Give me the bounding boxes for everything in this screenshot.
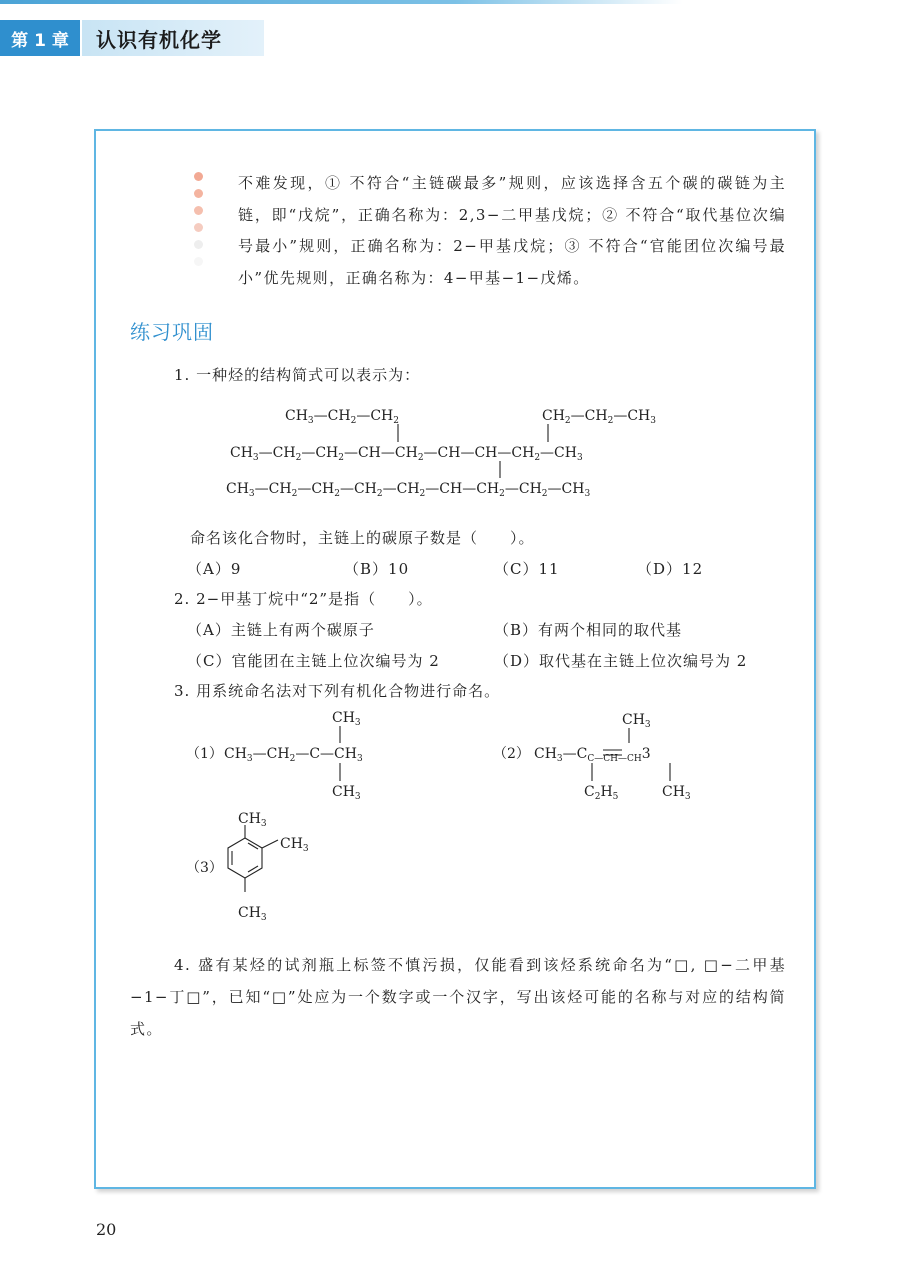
formula-row [332, 784, 361, 802]
formula-subscript: 3 [307, 416, 314, 426]
formula-row [584, 784, 619, 802]
formula-subscript: 3 [556, 754, 563, 764]
formula-text: CH [534, 746, 557, 762]
formula-text: —CH—CH—CH [423, 445, 535, 461]
formula-text: CH [238, 811, 261, 827]
formula-row [280, 836, 309, 854]
q2-option-c: （C）官能团在主链上位次编号为 2 [187, 652, 440, 670]
chapter-title: 认识有机化学 [82, 20, 264, 56]
formula-text: CH [542, 408, 565, 424]
structure-label: （3） [186, 860, 223, 876]
formula-text: —CH [356, 408, 394, 424]
formula-row [238, 905, 267, 923]
formula-text: 3 [641, 746, 651, 762]
formula-subscript: 3 [354, 718, 361, 728]
q1-option-a: （A）9 [187, 560, 242, 578]
formula-text: CH [230, 445, 253, 461]
formula-text: —CH [339, 481, 377, 497]
formula-text: CH [226, 481, 249, 497]
page-number: 20 [96, 1220, 117, 1239]
chapter-tab: 第 1 章 [0, 20, 80, 56]
q1-option-c: （C）11 [494, 560, 560, 578]
formula-text: —CH [297, 481, 335, 497]
formula-subscript: 5 [612, 792, 619, 802]
formula-subscript: 2 [334, 489, 340, 499]
formula-text: —C [562, 746, 588, 762]
formula-subscript: 3 [576, 453, 583, 463]
intro-paragraph: 不难发现，① 不符合“主链碳最多”规则，应该选择含五个碳的碳链为主链，即“戊烷”，正确名称为：2,3−二甲基戊烷；② 不符合“取代基位次编号最小”规则，正确名称为：2−甲基戊烷；③ 不符合“官能团位次编号最小”优先规则，正确名称为：4−甲基−1−戊烯。 [238, 174, 786, 287]
formula-text: —CH [382, 481, 420, 497]
formula-subscript: 3 [252, 453, 259, 463]
formula-row [332, 710, 361, 728]
formula-text: —CH [252, 746, 290, 762]
bond [262, 840, 278, 848]
formula-text: CH [622, 712, 645, 728]
formula-text: —CH [570, 408, 608, 424]
formula-subscript: 2 [534, 453, 541, 463]
formula-subscript: 2 [350, 416, 357, 426]
q1-stem: 1. 一种烃的结构简式可以表示为： [174, 366, 421, 384]
formula-subscript: 3 [354, 792, 361, 802]
q1-option-b: （B）10 [344, 560, 410, 578]
formula-text: CH [332, 784, 355, 800]
formula-subscript: 3 [260, 819, 267, 829]
formula-subscript: 3 [260, 913, 267, 923]
formula-subscript: 2 [338, 453, 344, 463]
formula-text: —CH [313, 408, 351, 424]
formula-text: —CH [258, 445, 296, 461]
formula-row [534, 746, 651, 764]
formula-subscript: 3 [302, 844, 309, 854]
q2-stem: 2. 2−甲基丁烷中“2”是指（ ）。 [174, 590, 433, 608]
formula-subscript: 2 [594, 792, 601, 802]
formula-subscript: 2 [541, 489, 548, 499]
q1-question: 命名该化合物时，主链上的碳原子数是（ ）。 [190, 529, 535, 547]
formula-text: CH [285, 408, 308, 424]
formula-subscript: 3 [356, 754, 363, 764]
formula-text: CH [238, 905, 261, 921]
benzene-ring [228, 838, 262, 878]
formula-subscript: 2 [607, 416, 614, 426]
q2-option-d: （D）取代基在主链上位次编号为 2 [494, 652, 748, 670]
formula-subscript: 2 [289, 754, 296, 764]
formula-text: —CH [613, 408, 651, 424]
formula-text: CH [332, 710, 355, 726]
formula-subscript: 2 [376, 489, 383, 499]
q1-option-d: （D）12 [637, 560, 704, 578]
formula-subscript: C—CH—CH [587, 754, 642, 764]
formula-subscript: 2 [291, 489, 298, 499]
formula-subscript: 2 [499, 489, 505, 499]
formula-text: CH [224, 746, 247, 762]
formula-subscript: 2 [419, 489, 426, 499]
formula-subscript: 2 [417, 453, 424, 463]
formula-row [224, 746, 363, 764]
formula-text: —CH—CH [425, 481, 500, 497]
formula-text: —CH [540, 445, 577, 461]
formula-subscript: 2 [393, 416, 399, 426]
structure-label: （1） [186, 746, 223, 762]
q4-paragraph: 4. 盛有某烃的试剂瓶上标签不慎污损，仅能看到该烃系统命名为“□, □−二甲基−1−丁□”，已知“□”处应为一个数字或一个汉字，写出该烃可能的名称与对应的结构简式。 [130, 956, 786, 1038]
formula-text: —CH [547, 481, 585, 497]
formula-subscript: 2 [564, 416, 571, 426]
formula-subscript: 2 [295, 453, 302, 463]
q2-option-b: （B）有两个相同的取代基 [494, 621, 683, 639]
formula-row [622, 712, 651, 730]
section-title: 练习巩固 [130, 320, 214, 344]
formula-row [662, 784, 691, 802]
formula-text: —CH [254, 481, 292, 497]
formula-text: —CH—CH [343, 445, 418, 461]
formula-subscript: 3 [246, 754, 253, 764]
formula-text: —CH [301, 445, 339, 461]
formula-subscript: 3 [684, 792, 691, 802]
formula-subscript: 3 [644, 720, 651, 730]
formula-subscript: 3 [248, 489, 255, 499]
formula-row [238, 811, 267, 829]
formula-subscript: 3 [584, 489, 591, 499]
formula-text: H [600, 784, 613, 800]
structure-label: （2） [493, 746, 530, 762]
formula-text: —CH [504, 481, 542, 497]
formula-subscript: 3 [650, 416, 656, 426]
formula-text: —C—CH [295, 746, 357, 762]
q2-option-a: （A）主链上有两个碳原子 [187, 621, 375, 639]
q3-stem: 3. 用系统命名法对下列有机化合物进行命名。 [174, 682, 501, 700]
formula-text: C [584, 784, 595, 800]
ring-inner-bond [248, 843, 258, 849]
formula-text: CH [280, 836, 303, 852]
formula-text: CH [662, 784, 685, 800]
